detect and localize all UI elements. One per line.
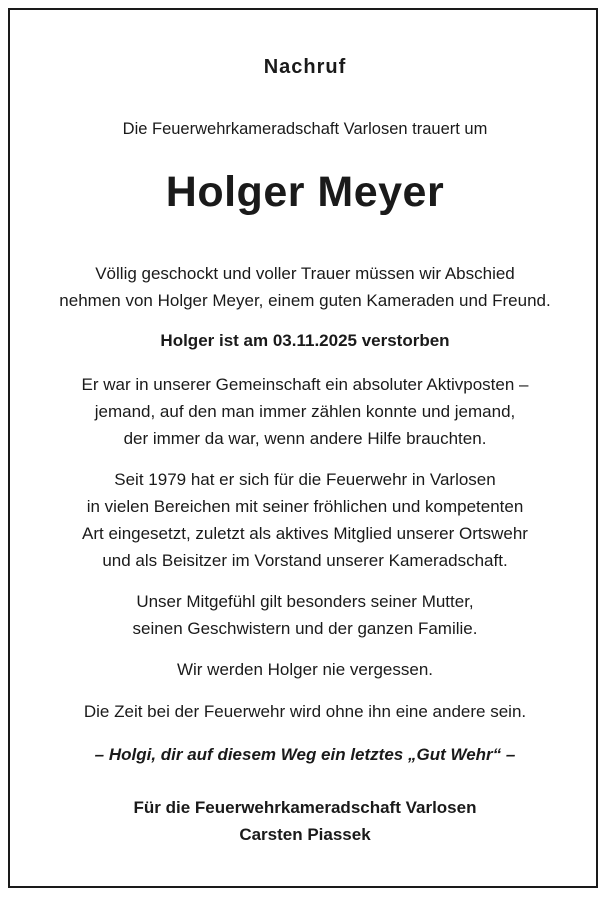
- signature-block: [10, 794, 600, 848]
- obituary-title: Nachruf: [263, 56, 347, 78]
- paragraph-shock: [10, 260, 600, 314]
- paragraph-line: in vielen Bereichen mit seiner fröhlichen und kompetenten: [86, 497, 524, 516]
- paragraph-line: Seit 1979 hat er sich für die Feuerwehr in Varlosen: [114, 470, 496, 489]
- intro-text: Die Feuerwehrkameradschaft Varlosen trauert um: [122, 120, 488, 138]
- paragraph-remember: Wir werden Holger nie vergessen.: [176, 660, 434, 679]
- paragraph-community: [10, 371, 600, 452]
- paragraph-line: Unser Mitgefühl gilt besonders seiner Mutter,: [136, 592, 474, 611]
- paragraph-line: Völlig geschockt und voller Trauer müssen wir Abschied: [95, 264, 515, 283]
- paragraph-line: jemand, auf den man immer zählen konnte und jemand,: [94, 402, 516, 421]
- paragraph-line: nehmen von Holger Meyer, einem guten Kameraden und Freund.: [59, 291, 551, 310]
- obituary-frame: [8, 8, 598, 888]
- paragraph-line: der immer da war, wenn andere Hilfe brauchten.: [123, 429, 487, 448]
- paragraph-line: Er war in unserer Gemeinschaft ein absoluter Aktivposten –: [81, 375, 529, 394]
- paragraph-line: seinen Geschwistern und der ganzen Familie.: [132, 619, 478, 638]
- paragraph-service: [10, 466, 600, 574]
- paragraph-time: Die Zeit bei der Feuerwehr wird ohne ihn eine andere sein.: [83, 702, 527, 721]
- paragraph-line: Art eingesetzt, zuletzt als aktives Mitglied unserer Ortswehr: [82, 524, 528, 543]
- paragraph-line: und als Beisitzer im Vorstand unserer Kameradschaft.: [102, 551, 508, 570]
- signature-organization: Für die Feuerwehrkameradschaft Varlosen: [133, 798, 477, 817]
- farewell-line: – Holgi, dir auf diesem Weg ein letztes „Gut Wehr“ –: [94, 745, 516, 764]
- paragraph-sympathy: [10, 588, 600, 642]
- signature-person: Carsten Piassek: [239, 825, 371, 844]
- death-notice: Holger ist am 03.11.2025 verstorben: [160, 331, 450, 350]
- deceased-name: Holger Meyer: [165, 168, 445, 216]
